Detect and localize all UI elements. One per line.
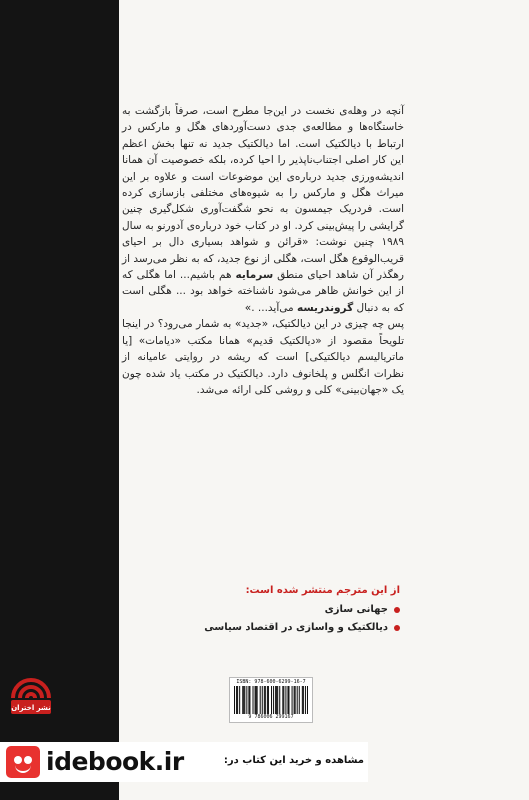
barcode-bar xyxy=(279,686,280,714)
barcode-bar xyxy=(243,686,244,714)
barcode-bar xyxy=(295,686,296,714)
publisher-logo-text: نشر اختران xyxy=(11,704,51,712)
blurb-paragraph-1: آنچه در وهله‌ی نخست در این‌جا مطرح است، صرفاً بازگشت به خاستگاه‌ها و مطالعه‌ی جدی دست‌آوردهای هگل و مارکس در ارتباط با دیالکتیک است. اما دیالکتیک جدید نه تنها بخش اعظم این کار اصلی اجتناب‌ناپذیر را احیا کرده، بلکه خصوصیت آن همانا اندیشه‌ورزی جدید درباره‌ی این موضوعات است و علاوه بر این میراث هگل و مارکس را به شیوه‌های مختلفی بازسازی کرده است. فردریک جیمسون به نحو شگفت‌آوری شکل‌گیری چنین گرایشی را پیش‌بینی کرد. او در کتاب خود درباره‌ی آدورنو به سال ۱۹۸۹ چنین نوشت: «قرائن و شواهد بسیاری دال بر احیای قریب‌الوقوع هگل است، هگلی از نوع جدید، که به نظر می‌رسد از رهگذر آن شاهد احیای منطق سرمایه هم باشیم... اما هگلی که از این خوانش ظاهر می‌شود ناشناخته خواهد بود ... هگلی است که به دنبال گروندریسه می‌آید... .» xyxy=(122,105,404,314)
barcode-bar xyxy=(260,686,261,714)
barcode-bar xyxy=(294,686,295,714)
barcode-bar xyxy=(275,686,276,714)
barcode-bar xyxy=(248,686,249,714)
translator-book-item xyxy=(200,622,400,633)
barcode-bar xyxy=(253,686,254,714)
barcode-bar xyxy=(276,686,277,714)
barcode-bar xyxy=(244,686,245,714)
barcode-bar xyxy=(242,686,243,714)
barcode-bar xyxy=(302,686,303,714)
barcode-bar xyxy=(282,686,283,714)
barcode-bar xyxy=(285,686,286,714)
isbn-label: ISBN: 978-600-6299-16-7 xyxy=(236,679,306,685)
translator-book-title: جهانی سازی xyxy=(324,604,388,615)
barcode-bar xyxy=(268,686,269,714)
barcode-bar xyxy=(292,686,293,714)
barcode-bar xyxy=(305,686,306,714)
barcode-bar xyxy=(236,686,237,714)
isbn-barcode xyxy=(229,677,313,723)
translator-book-item xyxy=(200,604,400,615)
barcode-bar xyxy=(257,686,258,714)
barcode-bar xyxy=(307,686,308,714)
barcode-bar xyxy=(239,686,240,714)
book-title-emphasis: گروندریسه xyxy=(296,301,354,314)
barcode-bar xyxy=(234,686,235,714)
barcode-bar xyxy=(256,686,257,714)
barcode-bar xyxy=(265,686,266,714)
barcode-bar xyxy=(255,686,256,714)
translator-books-heading: از این مترجم منتشر شده است: xyxy=(245,585,400,596)
translator-book-title: دیالکتیک و واسازی در اقتصاد سیاسی xyxy=(204,622,388,633)
barcode-bar xyxy=(237,686,238,714)
barcode-bar xyxy=(299,686,300,714)
watermark-banner[interactable] xyxy=(0,742,368,782)
watermark-caption: مشاهده و خرید این کتاب در: xyxy=(223,755,364,766)
barcode-bar xyxy=(297,686,298,714)
barcode-bar xyxy=(303,686,304,714)
barcode-bar xyxy=(246,686,247,714)
barcode-bar xyxy=(264,686,265,714)
idebook-logo-icon xyxy=(6,746,40,778)
barcode-digits: 9 786006 299167 xyxy=(248,714,294,720)
barcode-bar xyxy=(283,686,284,714)
blurb-text xyxy=(122,103,404,398)
barcode-bar xyxy=(273,686,274,714)
watermark-brand[interactable]: idebook.ir xyxy=(46,747,184,776)
barcode-bar xyxy=(277,686,278,714)
barcode-bar xyxy=(271,686,272,714)
bullet-icon xyxy=(394,625,400,631)
barcode-bar xyxy=(287,686,288,714)
barcode-bar xyxy=(267,686,268,714)
translator-other-books xyxy=(200,585,400,640)
publisher-logo-icon xyxy=(8,668,54,724)
barcode-bar xyxy=(249,686,250,714)
book-title-emphasis: سرمایه xyxy=(235,269,274,282)
barcode-bar xyxy=(262,686,263,714)
barcode-bar xyxy=(288,686,289,714)
bullet-icon xyxy=(394,607,400,613)
barcode-bars xyxy=(234,686,308,714)
blurb-paragraph-2: پس چه چیزی در این دیالکتیک، «جدید» به شمار می‌رود؟ در اینجا تلویحاً مقصود از «دیالکتیک قدیم» همانا مکتب «دیامات» [یا ماتریالیسم دیالکتیکی] است که ریشه در روایتی عامیانه از نظرات انگلس و پلخانوف دارد. دیالکتیک در مکتب یاد شده چون یک «جهان‌بینی» کلی و روشی کلی ارائه می‌شد. xyxy=(122,318,404,396)
